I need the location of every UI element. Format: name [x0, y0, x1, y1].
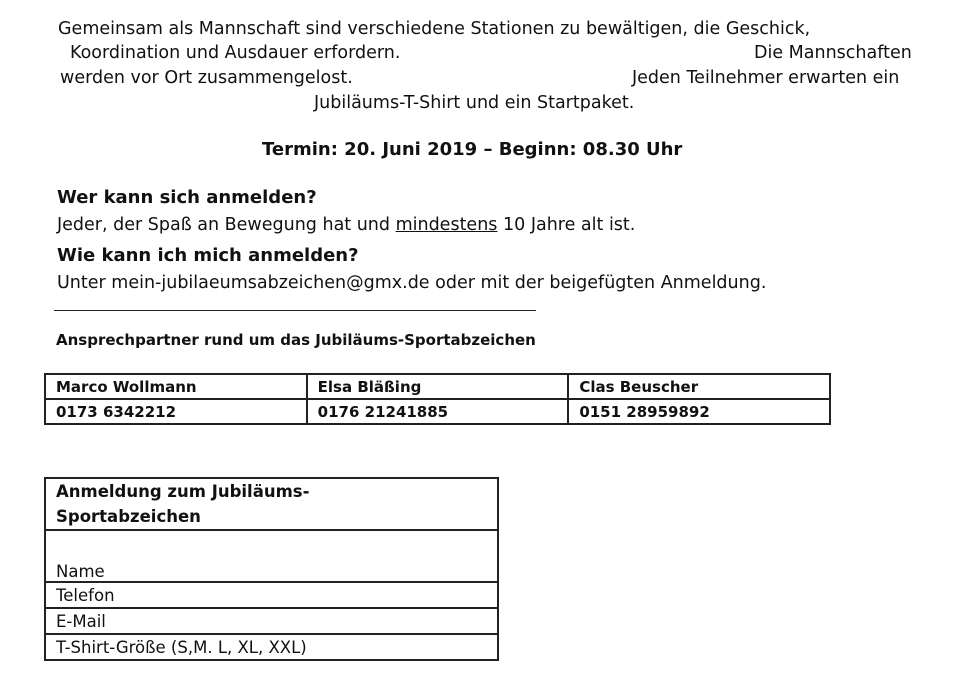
how-heading: Wie kann ich mich anmelden?: [57, 245, 359, 266]
intro-line-1: Gemeinsam als Mannschaft sind verschiedene Stationen zu bewältigen, die Geschick,: [58, 19, 811, 39]
who-text-underlined: mindestens: [395, 215, 498, 235]
form-title-line-2: Sportabzeichen: [56, 507, 201, 526]
contact-phone: 0176 21241885: [307, 399, 569, 424]
who-text-post: 10 Jahre alt ist.: [497, 215, 636, 235]
separator-line: [54, 310, 536, 311]
contacts-heading: Ansprechpartner rund um das Jubiläums-Sportabzeichen: [56, 331, 536, 349]
registration-form: [44, 477, 499, 661]
who-text: [57, 215, 635, 235]
event-date: Termin: 20. Juni 2019 – Beginn: 08.30 Uhr: [262, 139, 683, 160]
how-text: Unter mein-jubilaeumsabzeichen@gmx.de oder mit der beigefügten Anmeldung.: [57, 273, 767, 293]
intro-line-2a: Koordination und Ausdauer erfordern.: [70, 43, 401, 63]
contact-phone: 0173 6342212: [45, 399, 307, 424]
field-name[interactable]: Name: [45, 530, 498, 582]
intro-line-4: Jubiläums-T-Shirt und ein Startpaket.: [314, 93, 635, 113]
contact-name: Elsa Bläßing: [307, 374, 569, 399]
form-field-row[interactable]: [45, 582, 498, 608]
form-field-row[interactable]: [45, 634, 498, 660]
field-tshirt-size[interactable]: T-Shirt-Größe (S,M. L, XL, XXL): [45, 634, 498, 660]
contact-phone: 0151 28959892: [568, 399, 830, 424]
form-title: [45, 478, 498, 530]
form-title-row: [45, 478, 498, 530]
intro-line-2b: Die Mannschaften: [754, 43, 912, 63]
intro-line-3b: Jeden Teilnehmer erwarten ein: [632, 68, 900, 88]
contact-name: Clas Beuscher: [568, 374, 830, 399]
form-field-row[interactable]: [45, 530, 498, 582]
form-title-line-1: Anmeldung zum Jubiläums-: [56, 482, 310, 501]
contacts-name-row: [45, 374, 830, 399]
contact-name: Marco Wollmann: [45, 374, 307, 399]
field-telefon[interactable]: Telefon: [45, 582, 498, 608]
form-field-row[interactable]: [45, 608, 498, 634]
who-text-pre: Jeder, der Spaß an Bewegung hat und: [57, 215, 396, 235]
intro-line-3a: werden vor Ort zusammengelost.: [60, 68, 353, 88]
field-email[interactable]: E-Mail: [45, 608, 498, 634]
contacts-phone-row: [45, 399, 830, 424]
who-heading: Wer kann sich anmelden?: [57, 187, 317, 208]
contacts-table: [44, 373, 831, 425]
